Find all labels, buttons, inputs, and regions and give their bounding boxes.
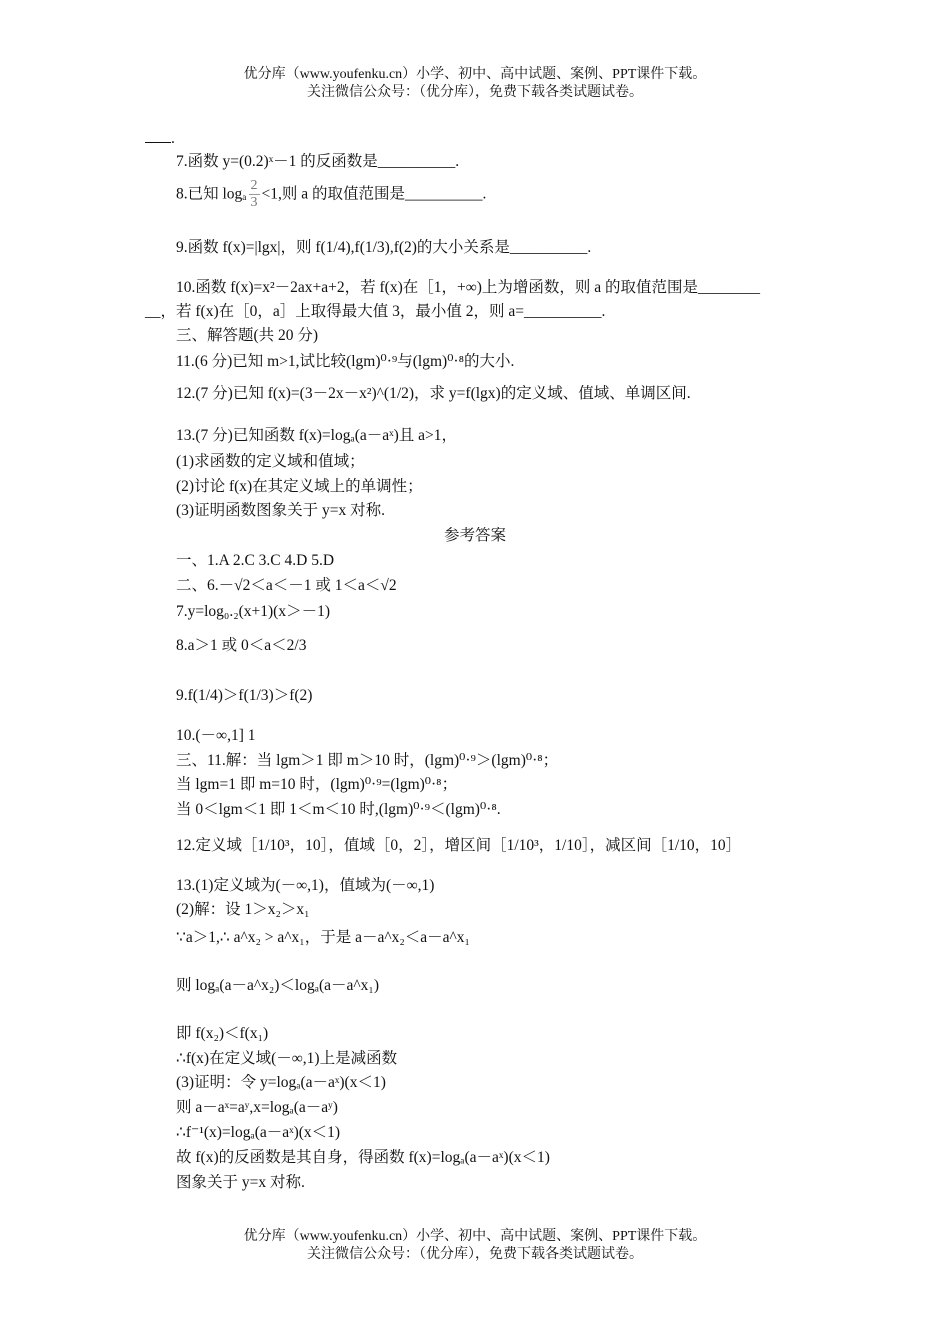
question-7: 7.函数 y=(0.2)ˣ－1 的反函数是__________. xyxy=(176,153,460,170)
answer-13-line-5: 即 f(x₂)＜f(x₁) xyxy=(176,1025,269,1042)
footer-line-2: 关注微信公众号：（优分库），免费下载各类试题试卷。 xyxy=(307,1247,643,1262)
answer-13-line-3: ∵a＞1,∴ a^x₂ > a^x₁，于是 a－a^x₂＜a－a^x₁ xyxy=(176,929,470,946)
answer-6: 二、6.－√2＜a＜－1 或 1＜a＜√2 xyxy=(176,577,397,594)
answer-11-line-1: 三、11.解：当 lgm＞1 即 m＞10 时，(lgm)⁰·⁹＞(lgm)⁰·⁸； xyxy=(176,752,559,769)
leading-blank: . xyxy=(145,128,175,149)
fraction-two-thirds: $\frac{2}{3}$ xyxy=(250,178,258,210)
question-8: 8.已知 logₐ $\frac{2}{3}$ <1,则 a 的取值范围是__________. xyxy=(176,178,487,210)
answers-title: 参考答案 xyxy=(443,527,506,544)
answer-13-line-8: 则 a－aˣ=aʸ,x=logₐ(a－aʸ) xyxy=(176,1099,338,1116)
answer-13-line-1: 13.(1)定义域为(－∞,1)，值域为(－∞,1) xyxy=(176,877,435,894)
answer-12: 12.定义域［1/10³，10］，值域［0，2］，增区间［1/10³，1/10］，减区间［1/10，10］ xyxy=(176,837,742,854)
question-13-part-3: (3)证明函数图象关于 y=x 对称. xyxy=(176,502,385,519)
footer-line-1: 优分库（www.youfenku.cn）小学、初中、高中试题、案例、PPT课件下载。 xyxy=(243,1229,707,1244)
question-13: 13.(7 分)已知函数 f(x)=logₐ(a－aˣ)且 a>1， xyxy=(176,427,458,444)
header-line-1: 优分库（www.youfenku.cn）小学、初中、高中试题、案例、PPT课件下载。 xyxy=(243,67,707,82)
answer-13-line-6: ∴f(x)在定义域(－∞,1)上是减函数 xyxy=(176,1050,398,1067)
question-9: 9.函数 f(x)=|lgx|，则 f(1/4),f(1/3),f(2)的大小关系是__________. xyxy=(176,239,592,256)
question-10-line-1: 10.函数 f(x)=x²－2ax+a+2，若 f(x)在［1，+∞)上为增函数，则 a 的取值范围是________ xyxy=(176,279,761,296)
answer-13-line-11: 图象关于 y=x 对称. xyxy=(176,1174,305,1191)
answer-13-line-9: ∴f⁻¹(x)=logₐ(a－aˣ)(x＜1) xyxy=(176,1124,341,1141)
question-13-part-1: (1)求函数的定义域和值域； xyxy=(176,453,365,470)
answer-13-line-7: (3)证明：令 y=logₐ(a－aˣ)(x＜1) xyxy=(176,1074,386,1091)
answer-9: 9.f(1/4)＞f(1/3)＞f(2) xyxy=(176,687,313,704)
question-13-part-2: (2)讨论 f(x)在其定义域上的单调性； xyxy=(176,478,423,495)
answer-13-line-4: 则 logₐ(a－a^x₂)＜logₐ(a－a^x₁) xyxy=(176,977,379,994)
answer-7: 7.y=log₀.₂(x+1)(x＞－1) xyxy=(176,603,330,620)
answer-10: 10.(－∞,1] 1 xyxy=(176,727,256,744)
answer-1-5: 一、1.A 2.C 3.C 4.D 5.D xyxy=(176,552,335,569)
answer-11-line-3: 当 0＜lgm＜1 即 1＜m＜10 时,(lgm)⁰·⁹＜(lgm)⁰·⁸. xyxy=(176,801,501,818)
question-12: 12.(7 分)已知 f(x)=(3－2x－x²)^(1/2)，求 y=f(lgx)的定义域、值域、单调区间. xyxy=(176,385,691,402)
answer-8: 8.a＞1 或 0＜a＜2/3 xyxy=(176,637,307,654)
section-3-heading: 三、解答题(共 20 分) xyxy=(176,327,319,344)
header-line-2: 关注微信公众号：（优分库），免费下载各类试题试卷。 xyxy=(307,85,643,100)
answer-11-line-2: 当 lgm=1 即 m=10 时，(lgm)⁰·⁹=(lgm)⁰·⁸； xyxy=(176,776,458,793)
question-10-line-2: __，若 f(x)在［0，a］上取得最大值 3，最小值 2，则 a=__________. xyxy=(145,303,606,320)
question-11: 11.(6 分)已知 m>1,试比较(lgm)⁰·⁹与(lgm)⁰·⁸的大小. xyxy=(176,353,515,370)
answer-13-line-2: (2)解：设 1＞x₂＞x₁ xyxy=(176,901,310,918)
answer-13-line-10: 故 f(x)的反函数是其自身，得函数 f(x)=logₐ(a－aˣ)(x＜1) xyxy=(176,1149,550,1166)
